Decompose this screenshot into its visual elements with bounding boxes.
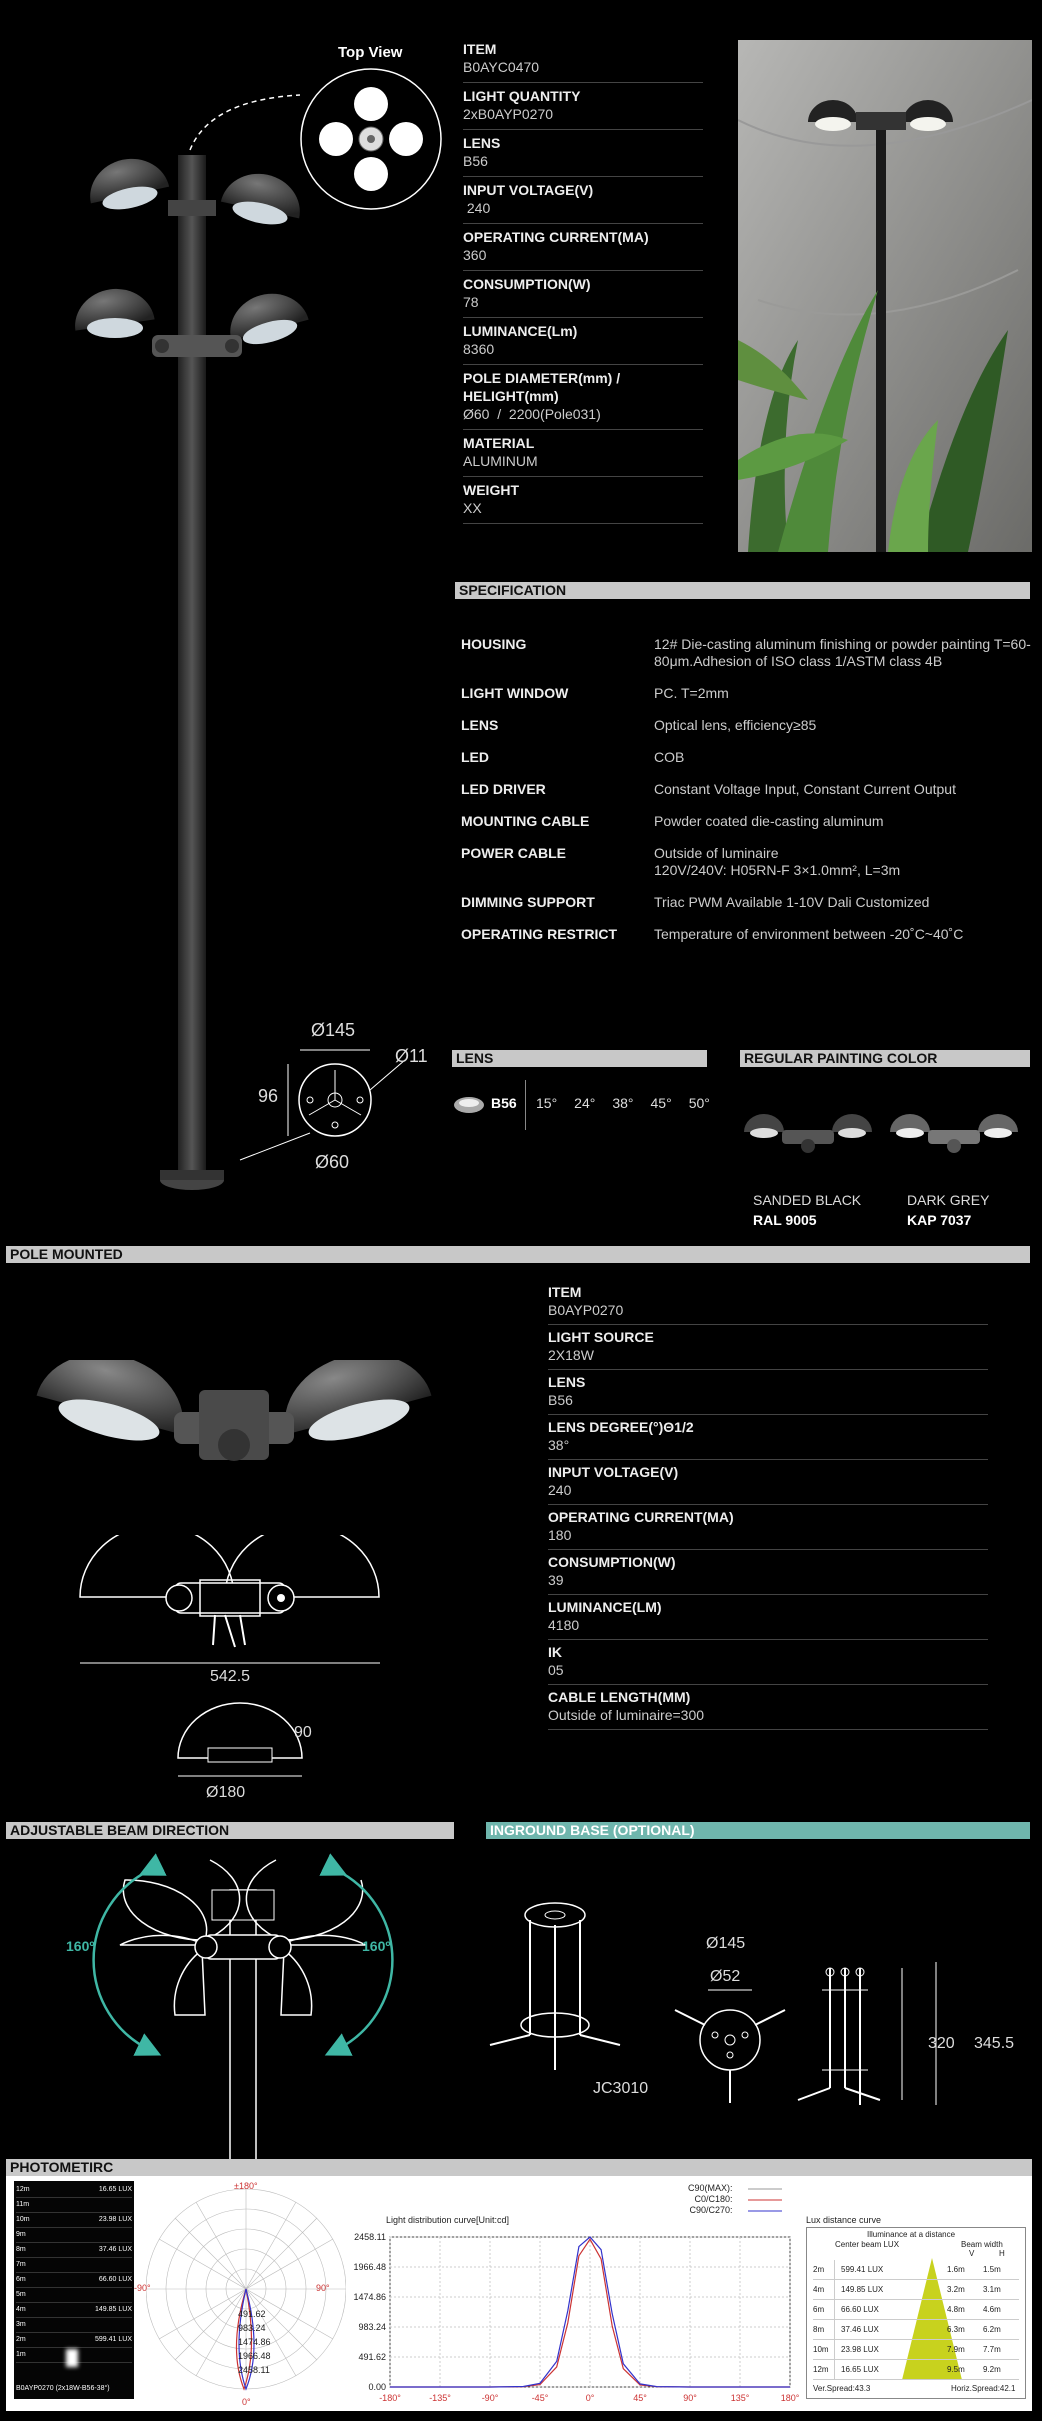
top-view-diagram — [298, 66, 444, 212]
polar-rings — [238, 2307, 271, 2377]
adjustable-left-angle: 160º — [66, 1938, 95, 1954]
lux-h: 1.5m — [983, 2265, 1001, 2274]
product-row — [463, 365, 703, 430]
lux-value: 23.98 LUX — [841, 2345, 879, 2354]
lux-h: 3.1m — [983, 2285, 1001, 2294]
lux-dist: 12m — [813, 2360, 835, 2379]
pole-mounted-value: 2X18W — [548, 1347, 594, 1363]
lux-hor-spread: Horiz.Spread:42.1 — [951, 2384, 1016, 2393]
product-label: POLE DIAMETER(mm) / HELIGHT(mm) — [463, 370, 621, 404]
chart-x-tick: 180° — [780, 2393, 800, 2403]
pole-mounted-label: LENS — [548, 1374, 586, 1390]
product-label: OPERATING CURRENT(MA) — [463, 229, 649, 245]
inground-header: INGROUND BASE (OPTIONAL) — [486, 1822, 1030, 1839]
beam-dist: 7m — [16, 2261, 26, 2268]
beam-row — [16, 2258, 132, 2273]
product-value: B56 — [463, 153, 488, 169]
lux-dist: 2m — [813, 2260, 835, 2279]
lux-row — [813, 2260, 1019, 2280]
spec-row — [461, 894, 1041, 911]
lux-v: 6.3m — [947, 2325, 965, 2334]
lux-row — [813, 2320, 1019, 2340]
chart-y-tick: 1966.48 — [353, 2262, 386, 2272]
lux-value: 66.60 LUX — [841, 2305, 879, 2314]
pole-mounted-row — [548, 1415, 988, 1460]
polar-ring-label: 1966.48 — [238, 2351, 271, 2361]
beam-row — [16, 2333, 132, 2348]
lux-value: 599.41 LUX — [841, 2265, 884, 2274]
spec-row — [461, 717, 1041, 734]
lens-name: B56 — [491, 1095, 517, 1111]
beam-row — [16, 2183, 132, 2198]
pole-mounted-row — [548, 1505, 988, 1550]
spec-value: Triac PWM Available 1-10V Dali Customized — [654, 894, 930, 910]
beam-lux: 16.65 LUX — [98, 2186, 132, 2193]
pole-mounted-header: POLE MOUNTED — [6, 1246, 1030, 1263]
product-row — [463, 224, 703, 271]
spec-value: Temperature of environment between -20˚C~40˚C — [654, 926, 964, 942]
lux-dist: 10m — [813, 2340, 835, 2359]
product-label: LENS — [463, 135, 501, 151]
spec-row — [461, 685, 1041, 702]
chart-x-tick: 135° — [730, 2393, 750, 2403]
pole-mounted-label: LENS DEGREE(°)Θ1/2 — [548, 1419, 694, 1435]
spec-key: LED — [461, 749, 489, 765]
lux-h: 9.2m — [983, 2365, 1001, 2374]
product-label: MATERIAL — [463, 435, 535, 451]
spec-key: OPERATING RESTRICT — [461, 926, 618, 942]
pole-mounted-side-drawing — [170, 1700, 310, 1780]
pole-mounted-value: 4180 — [548, 1617, 580, 1633]
inground-base-drawing — [485, 1895, 625, 2075]
spec-key: POWER CABLE — [461, 845, 566, 861]
product-label: INPUT VOLTAGE(V) — [463, 182, 594, 198]
chart-y-tick: 0.00 — [368, 2382, 386, 2392]
beam-lux: 23.98 LUX — [98, 2216, 132, 2223]
beam-row — [16, 2213, 132, 2228]
dim-d11: Ø11 — [395, 1046, 428, 1066]
chart-x-tick: -180° — [379, 2393, 401, 2403]
product-label: ITEM — [463, 41, 497, 57]
pole-mounted-row — [548, 1370, 988, 1415]
spec-key: DIMMING SUPPORT — [461, 894, 595, 910]
painting-sample-black — [742, 1108, 874, 1158]
adjustable-header: ADJUSTABLE BEAM DIRECTION — [6, 1822, 454, 1839]
spec-key: HOUSING — [461, 636, 527, 652]
pole-mounted-label: CABLE LENGTH(MM) — [548, 1689, 691, 1705]
polar-left: -90° — [134, 2283, 151, 2293]
beam-dist: 5m — [16, 2291, 26, 2298]
polar-ring-label: 2458.11 — [238, 2365, 270, 2375]
curve-legend-item: C90/C270: — [689, 2205, 733, 2215]
lux-value: 16.65 LUX — [841, 2365, 879, 2374]
lux-h: 7.7m — [983, 2345, 1001, 2354]
spec-row — [461, 926, 1041, 943]
product-value: XX — [463, 500, 482, 516]
lux-h-v: V — [969, 2249, 975, 2258]
pole-mounted-label: CONSUMPTION(W) — [548, 1554, 676, 1570]
top-view-label: Top View — [338, 44, 403, 61]
lens-header: LENS — [452, 1050, 707, 1067]
pole-mounted-label: OPERATING CURRENT(MA) — [548, 1509, 734, 1525]
polar-bottom: 0° — [242, 2397, 251, 2407]
product-value: 8360 — [463, 341, 495, 357]
spec-key: MOUNTING CABLE — [461, 813, 590, 829]
product-label: LUMINANCE(Lm) — [463, 323, 578, 339]
dim-d145: Ø145 — [311, 1020, 356, 1040]
lens-divider — [525, 1080, 526, 1130]
pole-mounted-dia: Ø180 — [206, 1784, 246, 1801]
beam-dist: 8m — [16, 2246, 26, 2253]
curve-legend — [688, 2183, 733, 2216]
spec-value: COB — [654, 749, 685, 765]
painting-name-1: SANDED BLACK — [753, 1192, 862, 1208]
lens-angles — [536, 1095, 710, 1111]
product-row — [463, 177, 703, 224]
lens-icon — [452, 1094, 486, 1116]
adjustable-beam-diagram — [90, 1850, 400, 2160]
pole-mounted-label: INPUT VOLTAGE(V) — [548, 1464, 679, 1480]
beam-lux: 149.85 LUX — [95, 2306, 132, 2313]
lux-dist: 4m — [813, 2280, 835, 2299]
curve-title: Light distribution curve[Unit:cd] — [386, 2215, 510, 2225]
spec-value: PC. T=2mm — [654, 685, 729, 701]
pole-mounted-label: LUMINANCE(LM) — [548, 1599, 662, 1615]
inground-model: JC3010 — [593, 2080, 649, 2097]
pole-mounted-value: B0AYP0270 — [548, 1302, 624, 1318]
specification-table — [461, 636, 1041, 958]
beam-lux: 599.41 LUX — [95, 2336, 132, 2343]
beam-dist: 1m — [16, 2351, 26, 2358]
lux-row — [813, 2340, 1019, 2360]
product-value: 360 — [463, 247, 487, 263]
pole-mounted-value: 240 — [548, 1482, 572, 1498]
beam-lux: 66.60 LUX — [98, 2276, 132, 2283]
photometric-panel — [6, 2159, 1032, 2411]
spec-row — [461, 813, 1041, 830]
product-row — [463, 318, 703, 365]
product-value: 2xB0AYP0270 — [463, 106, 554, 122]
inground-d145: Ø145 — [706, 1935, 746, 1952]
lens-angle: 50° — [688, 1095, 710, 1111]
chart-x-tick: 0° — [585, 2393, 595, 2403]
beam-dist: 6m — [16, 2276, 26, 2283]
lux-row — [813, 2280, 1019, 2300]
dim-d60: Ø60 — [315, 1152, 350, 1172]
spec-key: LED DRIVER — [461, 781, 546, 797]
curve-legend-item: C0/C180: — [694, 2194, 733, 2204]
lux-v: 1.6m — [947, 2265, 965, 2274]
painting-code-2: KAP 7037 — [907, 1212, 972, 1228]
inground-d52: Ø52 — [710, 1968, 741, 1985]
pole-mounted-lamp-image — [34, 1360, 434, 1470]
spec-value: 12# Die-casting aluminum finishing or powder painting T=60-80μm.Adhesion of ISO class 1/ASTM class 4B — [654, 636, 1031, 669]
beam-row — [16, 2243, 132, 2258]
product-row — [463, 36, 703, 83]
pole-mounted-row — [548, 1640, 988, 1685]
lux-dist: 6m — [813, 2300, 835, 2319]
inground-top-drawing — [670, 1955, 790, 2105]
chart-x-tick: -90° — [481, 2393, 499, 2403]
pole-mounted-label: ITEM — [548, 1284, 582, 1300]
adjustable-right-angle: 160º — [362, 1938, 391, 1954]
product-photo — [738, 40, 1032, 552]
beam-row — [16, 2273, 132, 2288]
product-label: WEIGHT — [463, 482, 519, 498]
lux-ver-spread: Ver.Spread:43.3 — [813, 2384, 871, 2393]
spec-key: LIGHT WINDOW — [461, 685, 569, 701]
chart-y-tick: 1474.86 — [353, 2292, 386, 2302]
beam-row — [16, 2288, 132, 2303]
product-row — [463, 130, 703, 177]
polar-ring-label: 491.62 — [238, 2309, 266, 2319]
lux-row — [813, 2300, 1019, 2320]
chart-y-tick: 491.62 — [358, 2352, 386, 2362]
dim-96: 96 — [258, 1086, 279, 1106]
lux-title: Lux distance curve — [806, 2215, 882, 2225]
lens-angle: 15° — [536, 1095, 558, 1111]
beam-lux: 37.46 LUX — [98, 2246, 132, 2253]
pole-mounted-value: 38° — [548, 1437, 570, 1453]
pole-mounted-width: 542.5 — [210, 1668, 251, 1685]
painting-code-1: RAL 9005 — [753, 1212, 817, 1228]
lux-dist: 8m — [813, 2320, 835, 2339]
light-distribution-chart — [342, 2223, 802, 2413]
spec-row — [461, 781, 1041, 798]
pole-mounted-spec-list — [548, 1280, 988, 1730]
lux-sub: Illuminance at a distance — [867, 2230, 956, 2239]
pole-mounted-value: B56 — [548, 1392, 573, 1408]
pole-mounted-row — [548, 1325, 988, 1370]
beam-row — [16, 2228, 132, 2243]
chart-frame — [390, 2237, 790, 2387]
product-label: LIGHT QUANTITY — [463, 88, 581, 104]
polar-top: ±180° — [234, 2181, 258, 2191]
lens-angle: 24° — [574, 1095, 596, 1111]
painting-sample-grey — [888, 1108, 1020, 1158]
photometric-header: PHOTOMETIRC — [6, 2159, 1032, 2176]
painting-name-2: DARK GREY — [907, 1192, 990, 1208]
chart-x-tick: 90° — [683, 2393, 697, 2403]
lux-value: 149.85 LUX — [841, 2285, 884, 2294]
product-row — [463, 430, 703, 477]
chart-x-tick: -45° — [531, 2393, 549, 2403]
beam-dist: 11m — [16, 2201, 30, 2208]
product-value: 240 — [463, 200, 491, 216]
polar-ring-label: 983.24 — [238, 2323, 266, 2333]
spec-value: Outside of luminaire 120V/240V: H05RN-F 3×1.0mm², L=3m — [654, 845, 901, 878]
product-value: Ø60 / 2200(Pole031) — [463, 406, 601, 422]
pole-mounted-height: 90 — [294, 1724, 312, 1741]
pole-mounted-value: 39 — [548, 1572, 564, 1588]
chart-x-tick: -135° — [429, 2393, 451, 2403]
product-row — [463, 477, 703, 524]
polar-right: 90° — [316, 2283, 330, 2293]
polar-ring-label: 1474.86 — [238, 2337, 271, 2347]
lux-v: 9.5m — [947, 2365, 965, 2374]
beam-panel — [14, 2181, 134, 2399]
spec-row — [461, 636, 1041, 670]
beam-row — [16, 2303, 132, 2318]
product-row — [463, 83, 703, 130]
specification-header: SPECIFICATION — [455, 582, 1030, 599]
product-spec-list — [463, 36, 703, 524]
spec-key: LENS — [461, 717, 499, 733]
pole-mounted-label: IK — [548, 1644, 562, 1660]
spec-value: Constant Voltage Input, Constant Current Output — [654, 781, 956, 797]
lens-angle: 38° — [612, 1095, 634, 1111]
pole-mounted-value: 180 — [548, 1527, 572, 1543]
pole-mounted-label: LIGHT SOURCE — [548, 1329, 654, 1345]
chart-x-tick: 45° — [633, 2393, 647, 2403]
spec-row — [461, 845, 1041, 879]
product-row — [463, 271, 703, 318]
lux-v: 4.8m — [947, 2305, 965, 2314]
product-value: 78 — [463, 294, 479, 310]
beam-label: B0AYP0270 (2x18W-B56-38°) — [16, 2385, 110, 2392]
lux-h: 4.6m — [983, 2305, 1001, 2314]
spec-value: Powder coated die-casting aluminum — [654, 813, 884, 829]
product-value: B0AYC0470 — [463, 59, 540, 75]
beam-row — [16, 2198, 132, 2213]
chart-y-tick: 2458.11 — [354, 2232, 386, 2242]
pole-mounted-row — [548, 1595, 988, 1640]
pole-mounted-row — [548, 1280, 988, 1325]
beam-dist: 4m — [16, 2306, 26, 2313]
beam-dist: 12m — [16, 2186, 30, 2193]
inground-h320: 320 — [928, 2035, 955, 2052]
lux-v: 3.2m — [947, 2285, 965, 2294]
product-value: ALUMINUM — [463, 453, 538, 469]
pole-mounted-row — [548, 1550, 988, 1595]
lux-h-center: Center beam LUX — [835, 2240, 900, 2249]
lux-v: 7.9m — [947, 2345, 965, 2354]
lux-row — [813, 2360, 1019, 2380]
lux-h: 6.2m — [983, 2325, 1001, 2334]
legend-lines — [746, 2185, 786, 2219]
beam-light — [66, 2349, 78, 2367]
painting-header: REGULAR PAINTING COLOR — [740, 1050, 1030, 1067]
beam-dist: 2m — [16, 2336, 26, 2343]
chart-y-tick: 983.24 — [358, 2322, 386, 2332]
lux-panel — [806, 2227, 1026, 2399]
beam-row — [16, 2318, 132, 2333]
pole-mounted-value: Outside of luminaire=300 — [548, 1707, 705, 1723]
spec-row — [461, 749, 1041, 766]
pole-mounted-value: 05 — [548, 1662, 564, 1678]
beam-dist: 10m — [16, 2216, 30, 2223]
pole-mounted-row — [548, 1460, 988, 1505]
inground-h345: 345.5 — [974, 2035, 1015, 2052]
lux-h-width: Beam width — [961, 2240, 1003, 2249]
lens-angle: 45° — [650, 1095, 672, 1111]
spec-value: Optical lens, efficiency≥85 — [654, 717, 817, 733]
beam-dist: 9m — [16, 2231, 26, 2238]
pole-mounted-line-drawing — [75, 1535, 385, 1665]
curve-legend-item: C90(MAX): — [688, 2183, 733, 2193]
pole-mounted-row — [548, 1685, 988, 1730]
beam-dist: 3m — [16, 2321, 26, 2328]
chart-series-line — [390, 2237, 790, 2387]
lux-h-h: H — [999, 2249, 1005, 2258]
product-label: CONSUMPTION(W) — [463, 276, 591, 292]
lux-value: 37.46 LUX — [841, 2325, 879, 2334]
